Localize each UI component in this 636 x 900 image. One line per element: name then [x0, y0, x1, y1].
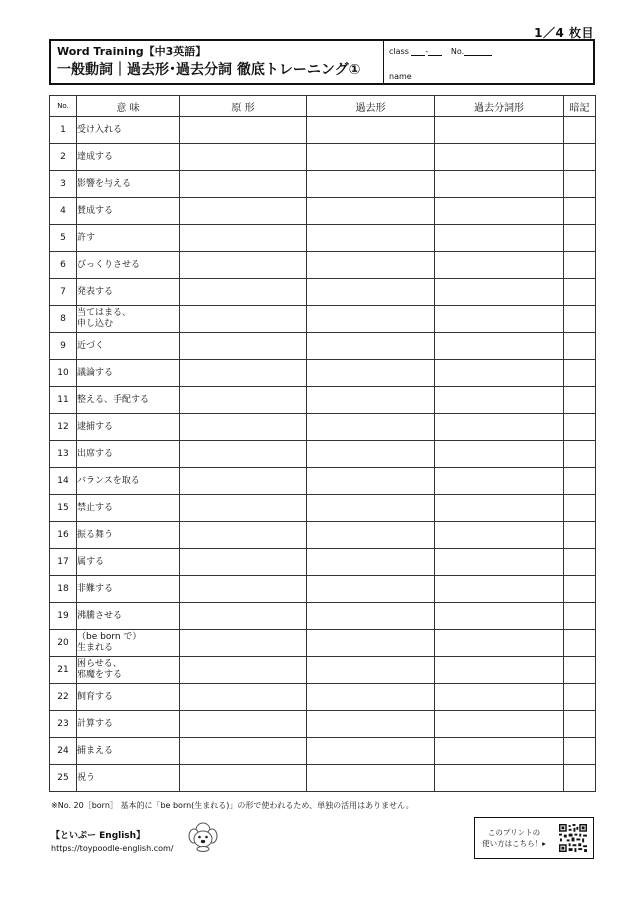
table-row — [50, 657, 596, 684]
memorized-check-cell[interactable] — [564, 279, 596, 306]
worksheet-header — [49, 39, 595, 85]
past-form-cell[interactable] — [307, 765, 435, 792]
past-participle-cell[interactable] — [435, 387, 564, 414]
memorized-check-cell[interactable] — [564, 684, 596, 711]
worksheet-title: 一般動詞｜過去形･過去分詞 徹底トレーニング① — [57, 61, 361, 78]
past-participle-cell[interactable] — [435, 549, 564, 576]
table-header-row — [50, 96, 596, 117]
table-row — [50, 252, 596, 279]
past-form-cell[interactable] — [307, 495, 435, 522]
memorized-check-cell[interactable] — [564, 360, 596, 387]
memorized-check-cell[interactable] — [564, 225, 596, 252]
past-participle-cell[interactable] — [435, 603, 564, 630]
past-participle-cell[interactable] — [435, 522, 564, 549]
meaning-cell: 禁止する — [77, 495, 180, 522]
footnote: ※No. 20［born］ 基本的に「be born(生まれる)」の形で使われるため、単独の活用はありません。 — [51, 801, 414, 810]
meaning-cell: 発表する — [77, 279, 180, 306]
meaning-cell: 属する — [77, 549, 180, 576]
base-form-cell[interactable] — [180, 468, 307, 495]
table-row — [50, 576, 596, 603]
title-block — [51, 41, 384, 83]
table-row — [50, 765, 596, 792]
past-participle-cell[interactable] — [435, 684, 564, 711]
row-number: 15 — [50, 495, 77, 522]
past-form-cell[interactable] — [307, 414, 435, 441]
past-form-cell[interactable] — [307, 711, 435, 738]
meaning-cell: （be born で） 生まれる — [77, 630, 180, 657]
past-form-cell[interactable] — [307, 306, 435, 333]
past-participle-cell[interactable] — [435, 117, 564, 144]
row-number: 13 — [50, 441, 77, 468]
past-form-cell[interactable] — [307, 738, 435, 765]
poodle-logo-icon — [186, 820, 220, 852]
meaning-cell: 逮捕する — [77, 414, 180, 441]
meaning-cell: 影響を与える — [77, 171, 180, 198]
memorized-check-cell[interactable] — [564, 144, 596, 171]
past-form-cell[interactable] — [307, 603, 435, 630]
past-participle-cell[interactable] — [435, 711, 564, 738]
page-number: 1／4 枚目 — [534, 26, 594, 40]
base-form-cell[interactable] — [180, 684, 307, 711]
table-row — [50, 144, 596, 171]
base-form-cell[interactable] — [180, 252, 307, 279]
how-to-use-box[interactable] — [474, 817, 594, 859]
row-number: 1 — [50, 117, 77, 144]
row-number: 11 — [50, 387, 77, 414]
memorized-check-cell[interactable] — [564, 630, 596, 657]
base-form-cell[interactable] — [180, 306, 307, 333]
student-info-block — [384, 41, 593, 83]
row-number: 10 — [50, 360, 77, 387]
qr-code-icon[interactable] — [559, 824, 587, 852]
meaning-cell: 整える、手配する — [77, 387, 180, 414]
table-row — [50, 306, 596, 333]
row-number: 5 — [50, 225, 77, 252]
past-participle-cell[interactable] — [435, 360, 564, 387]
base-form-cell[interactable] — [180, 414, 307, 441]
past-form-cell[interactable] — [307, 522, 435, 549]
memorized-check-cell[interactable] — [564, 441, 596, 468]
past-participle-cell[interactable] — [435, 630, 564, 657]
table-row — [50, 468, 596, 495]
meaning-cell: 達成する — [77, 144, 180, 171]
table-row — [50, 117, 596, 144]
class-blank-2[interactable] — [428, 46, 442, 56]
table-row — [50, 684, 596, 711]
row-number: 20 — [50, 630, 77, 657]
past-form-cell[interactable] — [307, 468, 435, 495]
past-participle-cell[interactable] — [435, 306, 564, 333]
base-form-cell[interactable] — [180, 117, 307, 144]
past-participle-cell[interactable] — [435, 225, 564, 252]
memorized-check-cell[interactable] — [564, 522, 596, 549]
past-form-cell[interactable] — [307, 576, 435, 603]
row-number: 22 — [50, 684, 77, 711]
past-form-cell[interactable] — [307, 117, 435, 144]
past-participle-cell[interactable] — [435, 441, 564, 468]
row-number: 14 — [50, 468, 77, 495]
table-row — [50, 495, 596, 522]
how-to-use-text: このプリントの 使い方はこちら！▸ — [482, 828, 546, 848]
base-form-cell[interactable] — [180, 711, 307, 738]
memorized-check-cell[interactable] — [564, 657, 596, 684]
past-participle-cell[interactable] — [435, 738, 564, 765]
past-participle-cell[interactable] — [435, 252, 564, 279]
memorized-check-cell[interactable] — [564, 549, 596, 576]
past-participle-cell[interactable] — [435, 495, 564, 522]
no-blank[interactable] — [464, 46, 492, 56]
memorized-check-cell[interactable] — [564, 117, 596, 144]
base-form-cell[interactable] — [180, 171, 307, 198]
memorized-check-cell[interactable] — [564, 738, 596, 765]
meaning-cell: 沸騰させる — [77, 603, 180, 630]
class-dash: - — [425, 47, 429, 56]
row-number: 9 — [50, 333, 77, 360]
past-form-cell[interactable] — [307, 198, 435, 225]
past-form-cell[interactable] — [307, 252, 435, 279]
meaning-cell: 計算する — [77, 711, 180, 738]
table-row — [50, 549, 596, 576]
memorized-check-cell[interactable] — [564, 387, 596, 414]
past-form-cell[interactable] — [307, 333, 435, 360]
column-header-no: No. — [50, 96, 77, 117]
past-participle-cell[interactable] — [435, 576, 564, 603]
meaning-cell: 捕まえる — [77, 738, 180, 765]
base-form-cell[interactable] — [180, 360, 307, 387]
table-row — [50, 630, 596, 657]
past-form-cell[interactable] — [307, 549, 435, 576]
row-number: 19 — [50, 603, 77, 630]
row-number: 6 — [50, 252, 77, 279]
no-label: No. — [450, 47, 465, 56]
base-form-cell[interactable] — [180, 576, 307, 603]
row-number: 24 — [50, 738, 77, 765]
meaning-cell: 非難する — [77, 576, 180, 603]
column-header-base-form: 原 形 — [180, 96, 307, 117]
memorized-check-cell[interactable] — [564, 576, 596, 603]
column-header-past: 過去形 — [307, 96, 435, 117]
worksheet-subtitle: Word Training【中3英語】 — [57, 44, 207, 58]
past-form-cell[interactable] — [307, 441, 435, 468]
meaning-cell: 許す — [77, 225, 180, 252]
past-participle-cell[interactable] — [435, 414, 564, 441]
base-form-cell[interactable] — [180, 657, 307, 684]
meaning-cell: 議論する — [77, 360, 180, 387]
meaning-cell: 近づく — [77, 333, 180, 360]
past-form-cell[interactable] — [307, 225, 435, 252]
memorized-check-cell[interactable] — [564, 198, 596, 225]
meaning-cell: 祝う — [77, 765, 180, 792]
past-participle-cell[interactable] — [435, 198, 564, 225]
base-form-cell[interactable] — [180, 144, 307, 171]
past-form-cell[interactable] — [307, 279, 435, 306]
row-number: 12 — [50, 414, 77, 441]
past-participle-cell[interactable] — [435, 468, 564, 495]
column-header-memorized: 暗記 — [564, 96, 596, 117]
row-number: 23 — [50, 711, 77, 738]
base-form-cell[interactable] — [180, 225, 307, 252]
memorized-check-cell[interactable] — [564, 414, 596, 441]
meaning-cell: バランスを取る — [77, 468, 180, 495]
row-number: 8 — [50, 306, 77, 333]
meaning-cell: びっくりさせる — [77, 252, 180, 279]
base-form-cell[interactable] — [180, 198, 307, 225]
past-form-cell[interactable] — [307, 144, 435, 171]
base-form-cell[interactable] — [180, 549, 307, 576]
brand-url[interactable]: https://toypoodle-english.com/ — [51, 844, 174, 853]
meaning-cell: 振る舞う — [77, 522, 180, 549]
base-form-cell[interactable] — [180, 765, 307, 792]
class-number-line — [389, 46, 492, 56]
table-row — [50, 738, 596, 765]
memorized-check-cell[interactable] — [564, 495, 596, 522]
meaning-cell: 困らせる、 邪魔をする — [77, 657, 180, 684]
memorized-check-cell[interactable] — [564, 711, 596, 738]
base-form-cell[interactable] — [180, 603, 307, 630]
past-form-cell[interactable] — [307, 387, 435, 414]
memorized-check-cell[interactable] — [564, 306, 596, 333]
past-participle-cell[interactable] — [435, 657, 564, 684]
table-row — [50, 441, 596, 468]
table-row — [50, 333, 596, 360]
meaning-cell: 出席する — [77, 441, 180, 468]
base-form-cell[interactable] — [180, 387, 307, 414]
past-form-cell[interactable] — [307, 171, 435, 198]
past-form-cell[interactable] — [307, 630, 435, 657]
base-form-cell[interactable] — [180, 738, 307, 765]
past-participle-cell[interactable] — [435, 765, 564, 792]
row-number: 3 — [50, 171, 77, 198]
row-number: 21 — [50, 657, 77, 684]
base-form-cell[interactable] — [180, 495, 307, 522]
table-row — [50, 522, 596, 549]
past-participle-cell[interactable] — [435, 171, 564, 198]
meaning-cell: 当てはまる、 申し込む — [77, 306, 180, 333]
table-row — [50, 387, 596, 414]
base-form-cell[interactable] — [180, 441, 307, 468]
table-row — [50, 198, 596, 225]
row-number: 25 — [50, 765, 77, 792]
column-header-meaning: 意 味 — [77, 96, 180, 117]
past-form-cell[interactable] — [307, 360, 435, 387]
base-form-cell[interactable] — [180, 333, 307, 360]
table-row — [50, 360, 596, 387]
memorized-check-cell[interactable] — [564, 333, 596, 360]
verb-table — [49, 95, 596, 792]
name-label: name — [389, 72, 412, 81]
past-participle-cell[interactable] — [435, 333, 564, 360]
table-row — [50, 711, 596, 738]
brand-name: 【といぷー English】 — [51, 831, 146, 841]
past-form-cell[interactable] — [307, 684, 435, 711]
meaning-cell: 受け入れる — [77, 117, 180, 144]
past-participle-cell[interactable] — [435, 279, 564, 306]
past-form-cell[interactable] — [307, 657, 435, 684]
memorized-check-cell[interactable] — [564, 171, 596, 198]
meaning-cell: 飼育する — [77, 684, 180, 711]
meaning-cell: 賛成する — [77, 198, 180, 225]
memorized-check-cell[interactable] — [564, 603, 596, 630]
class-blank[interactable] — [411, 46, 425, 56]
memorized-check-cell[interactable] — [564, 468, 596, 495]
row-number: 18 — [50, 576, 77, 603]
past-participle-cell[interactable] — [435, 144, 564, 171]
brand-block — [51, 828, 174, 853]
row-number: 16 — [50, 522, 77, 549]
table-row — [50, 225, 596, 252]
base-form-cell[interactable] — [180, 279, 307, 306]
table-row — [50, 171, 596, 198]
row-number: 2 — [50, 144, 77, 171]
memorized-check-cell[interactable] — [564, 252, 596, 279]
row-number: 7 — [50, 279, 77, 306]
memorized-check-cell[interactable] — [564, 765, 596, 792]
row-number: 17 — [50, 549, 77, 576]
table-row — [50, 414, 596, 441]
base-form-cell[interactable] — [180, 522, 307, 549]
table-row — [50, 279, 596, 306]
class-label: class — [389, 47, 409, 56]
row-number: 4 — [50, 198, 77, 225]
base-form-cell[interactable] — [180, 630, 307, 657]
column-header-past-participle: 過去分詞形 — [435, 96, 564, 117]
table-row — [50, 603, 596, 630]
